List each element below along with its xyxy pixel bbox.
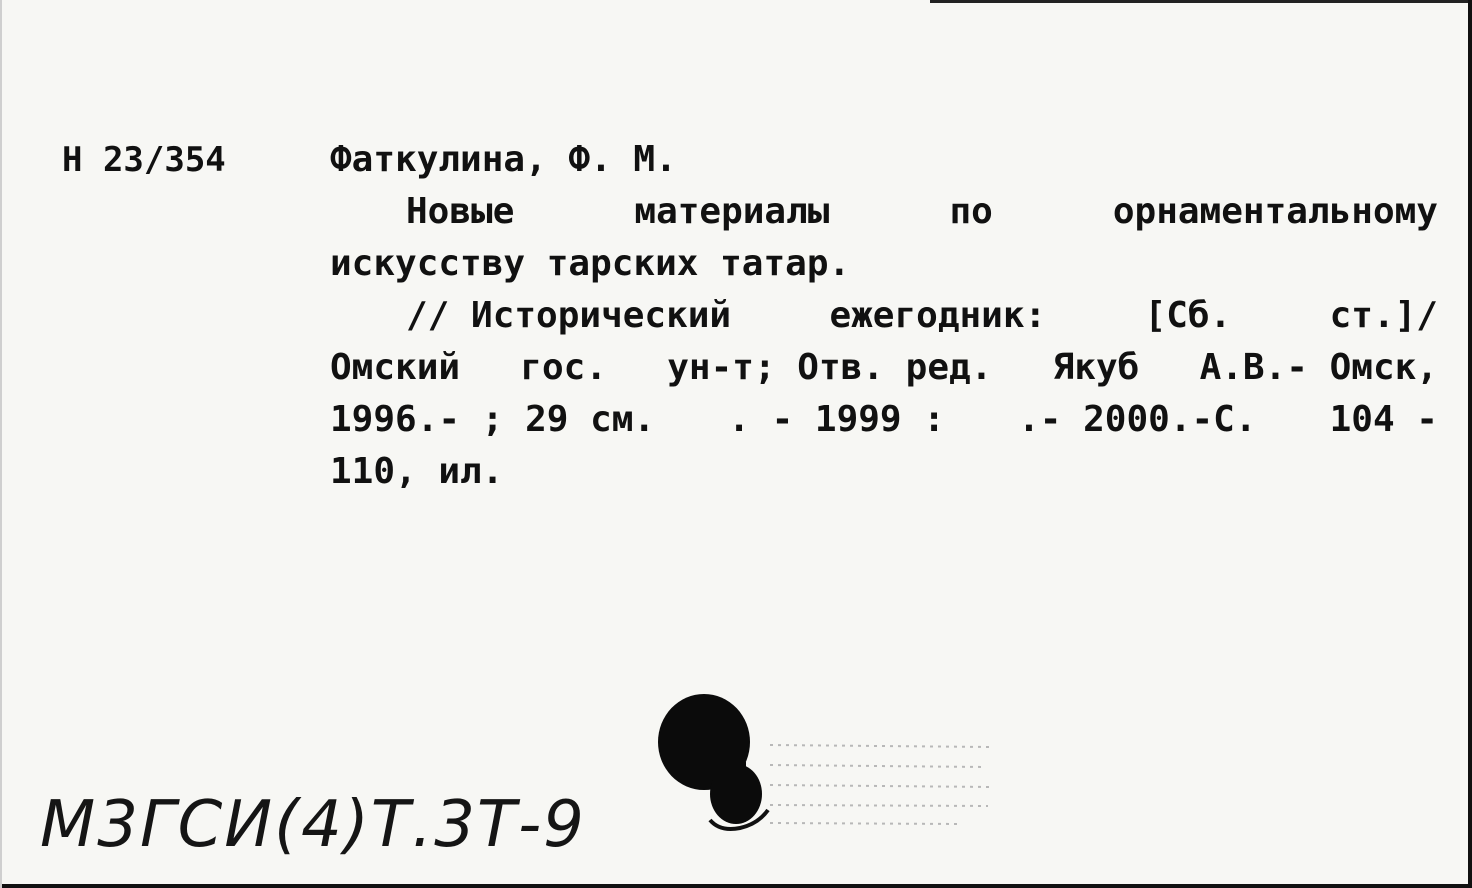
title-line-2: искусству тарских татар. <box>330 243 851 284</box>
card-border-bottom <box>0 884 1472 888</box>
title-word: материалы <box>634 191 830 232</box>
handwritten-shelf-mark: М3ГСИ(4)Т.3Т-9 <box>40 788 586 862</box>
title-line-1 <box>330 186 1438 238</box>
series-line-1 <box>330 290 1438 342</box>
author-line: Фаткулина, Ф. М. <box>330 139 677 180</box>
title-word: Новые <box>406 191 515 232</box>
bibliographic-entry <box>330 134 1438 498</box>
bleed-through-noise <box>760 735 1000 830</box>
card-border-left <box>0 0 2 888</box>
title-word: орнаментальному <box>1112 191 1438 232</box>
series-segment: гос. <box>520 347 607 388</box>
title-word: по <box>949 191 993 232</box>
series-line-3 <box>330 394 1438 446</box>
ink-stamp-mark <box>640 690 780 840</box>
series-segment: . - 1999 : <box>728 399 945 440</box>
series-segment: ежегодник: <box>829 295 1047 336</box>
series-segment: ст.]/ <box>1329 295 1438 336</box>
series-segment: А.В.- Омск, <box>1199 347 1438 388</box>
series-segment: [Сб. <box>1144 295 1232 336</box>
series-segment: .- 2000.-С. <box>1018 399 1257 440</box>
series-segment: 1996.- ; 29 см. <box>330 399 656 440</box>
series-line-4: 110, ил. <box>330 451 504 492</box>
series-segment: ун-т; Отв. ред. <box>667 347 993 388</box>
series-segment: // Исторический <box>406 295 732 336</box>
series-segment: 104 - <box>1329 399 1438 440</box>
call-number: Н 23/354 <box>62 140 226 180</box>
card-border-right <box>1468 0 1472 888</box>
series-segment: Якуб <box>1052 347 1140 388</box>
series-segment: Омский <box>330 347 461 388</box>
card-border-top <box>930 0 1472 3</box>
series-line-2 <box>330 342 1438 394</box>
